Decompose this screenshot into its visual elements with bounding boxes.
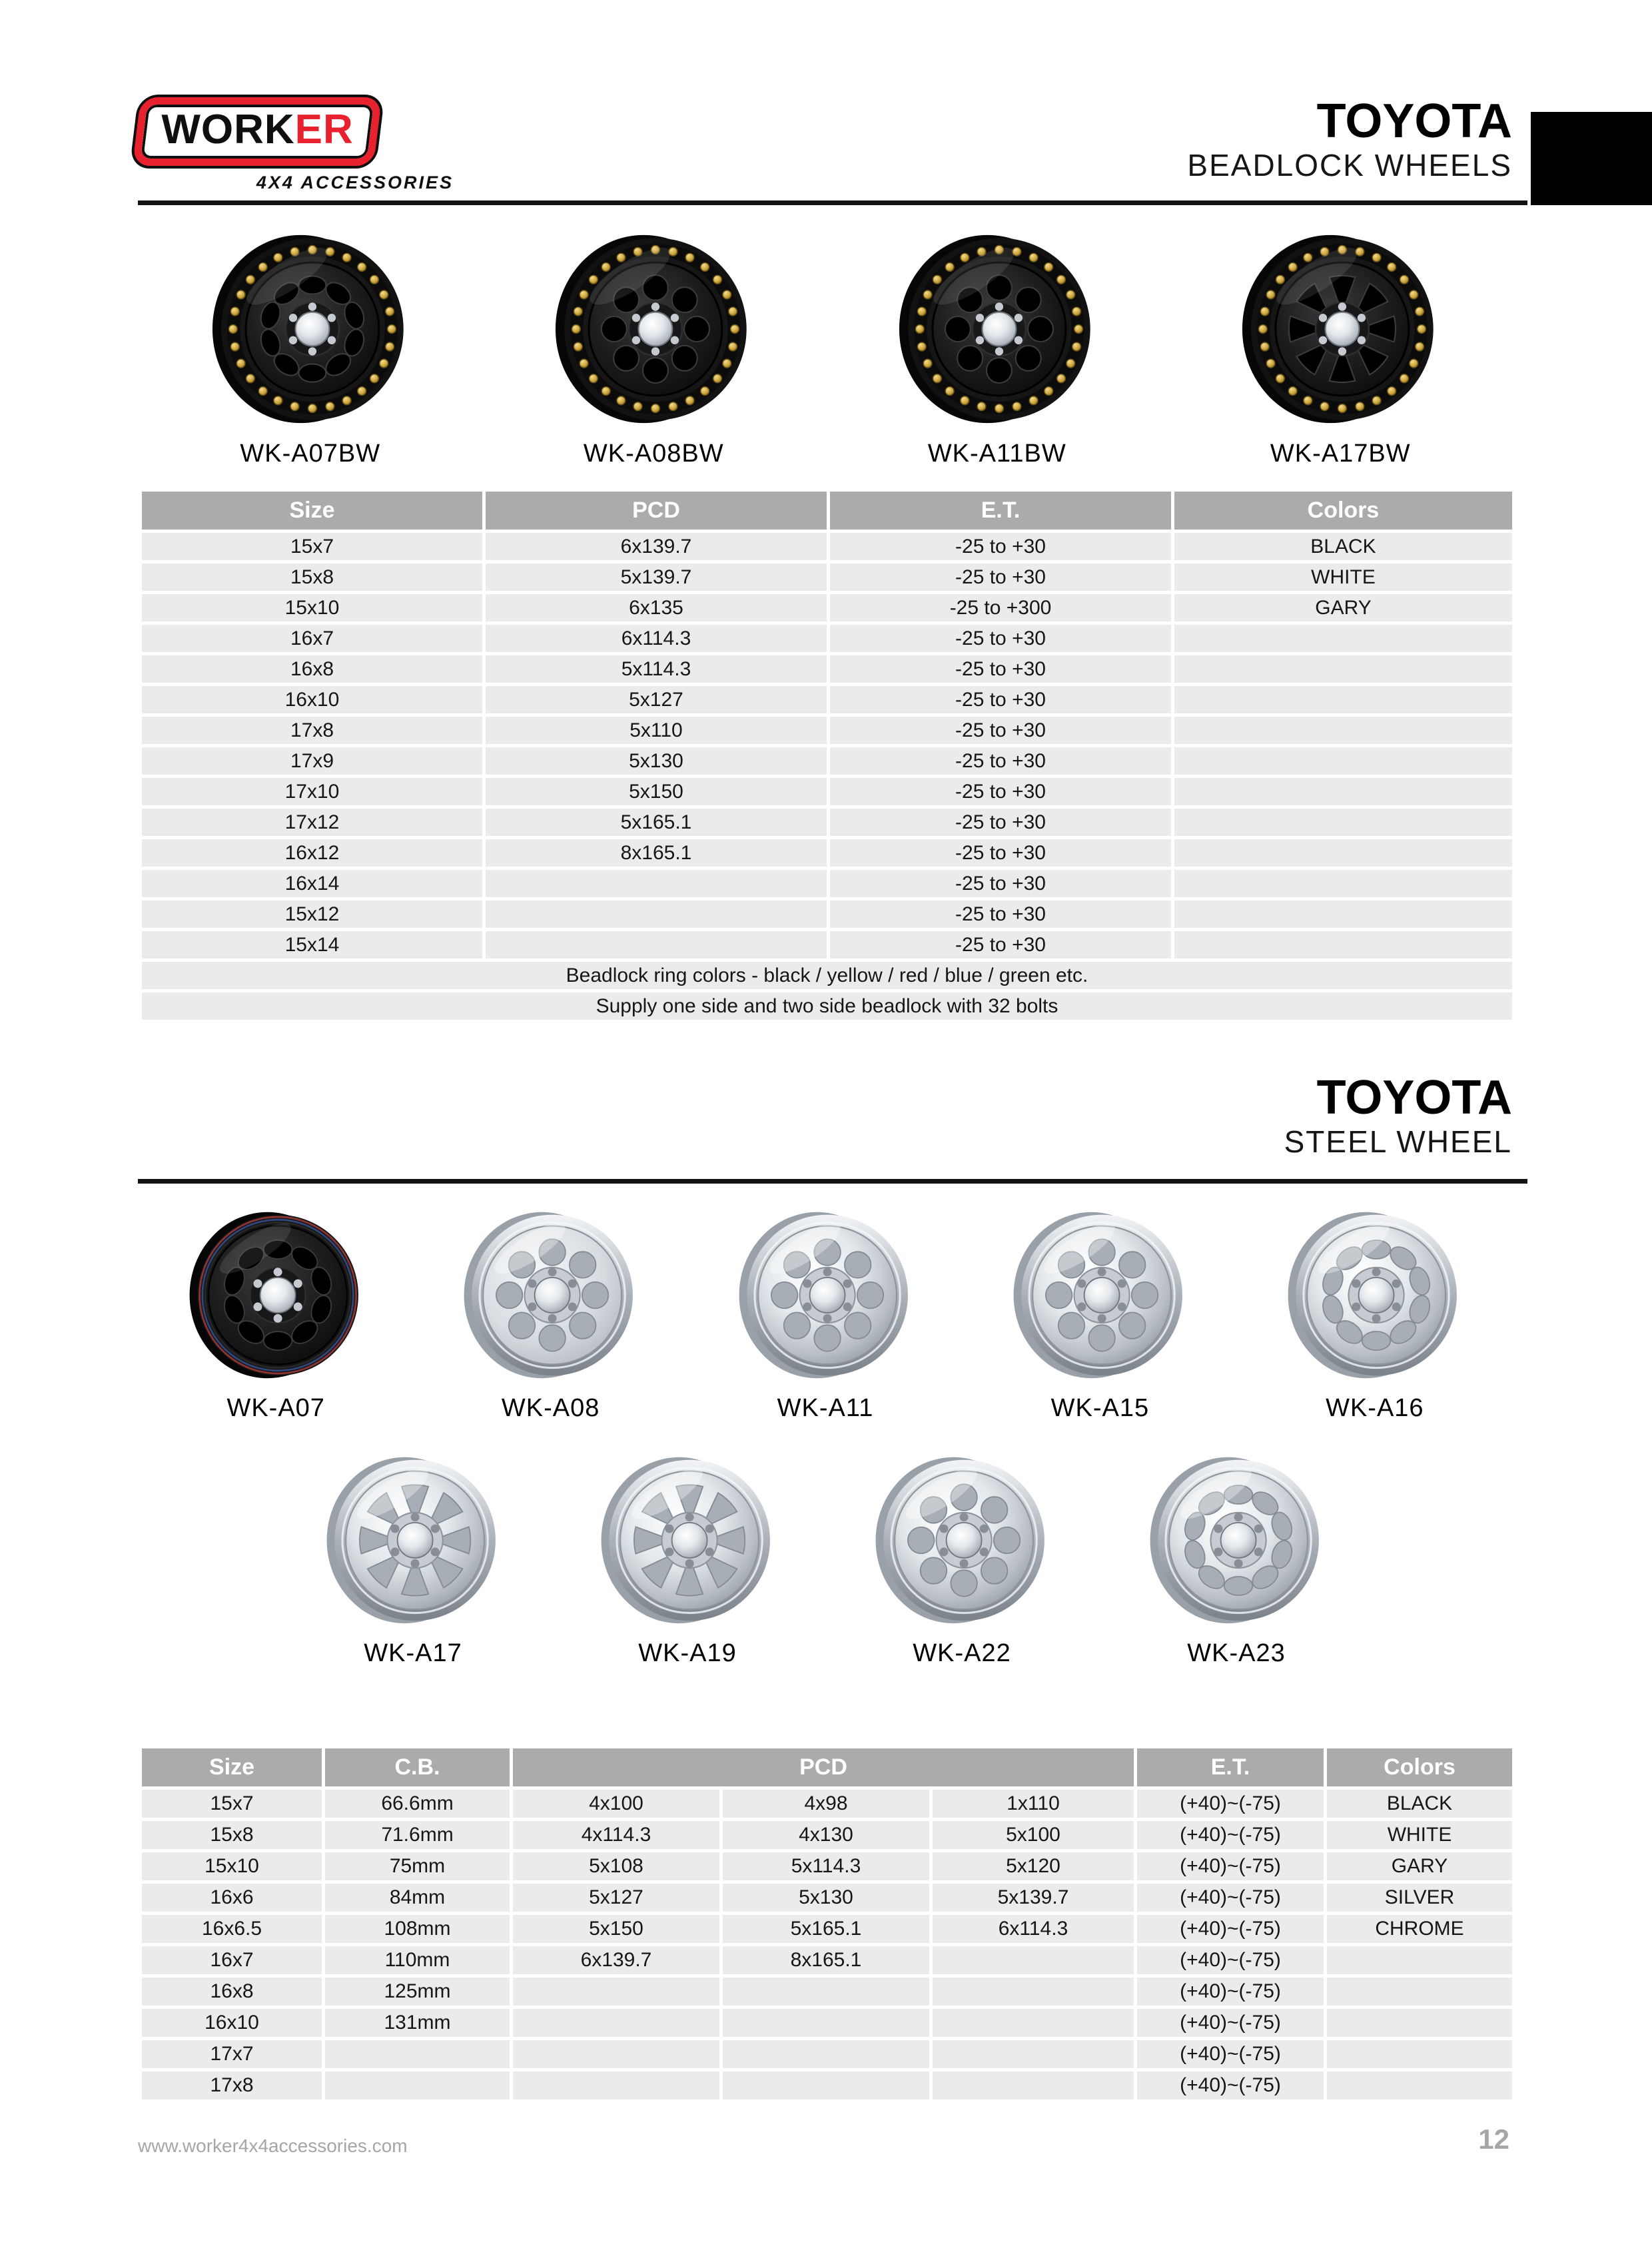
column-header-size: Size — [141, 1747, 324, 1788]
spec-cell: WHITE — [1326, 1820, 1514, 1851]
spec-cell: (+40)~(-75) — [1136, 1914, 1326, 1945]
wheel-label: WK-A08 — [501, 1394, 600, 1422]
spec-cell: 4x98 — [721, 1788, 931, 1820]
wheel-label: WK-A22 — [913, 1639, 1011, 1667]
spec-cell — [1173, 654, 1514, 685]
spec-cell: -25 to +300 — [829, 593, 1173, 623]
spec-cell: 16x10 — [141, 2008, 324, 2039]
spec-cell: 17x8 — [141, 715, 484, 746]
column-header-et: E.T. — [829, 490, 1173, 532]
spec-cell: (+40)~(-75) — [1136, 1788, 1326, 1820]
wheel-image — [554, 229, 753, 429]
steel-spec-table — [139, 1745, 1515, 2103]
website-url: www.worker4x4accessories.com — [138, 2135, 408, 2156]
beadlock-note-2: Supply one side and two side beadlock with 32 bolts — [141, 991, 1514, 1022]
spec-cell: 5x108 — [512, 1851, 721, 1882]
spec-cell: 4x100 — [512, 1788, 721, 1820]
product-figure — [413, 1207, 687, 1423]
table-row — [141, 623, 1514, 654]
table-row — [141, 1914, 1514, 1945]
table-note-row — [141, 960, 1514, 991]
spec-cell: GARY — [1326, 1851, 1514, 1882]
column-header-pcd: PCD — [512, 1747, 1136, 1788]
section1-title: TOYOTA — [1316, 95, 1512, 148]
spec-cell — [512, 2070, 721, 2101]
wheel-image — [325, 1452, 502, 1629]
table-row — [141, 532, 1514, 562]
wheel-image — [897, 229, 1097, 429]
beadlock-wheel-row — [139, 229, 1512, 468]
spec-cell — [512, 2008, 721, 2039]
wheel-label: WK-A15 — [1050, 1394, 1150, 1422]
column-header-size: Size — [141, 490, 484, 532]
spec-cell: (+40)~(-75) — [1136, 2039, 1326, 2070]
spec-cell — [512, 2039, 721, 2070]
spec-cell: 71.6mm — [324, 1820, 512, 1851]
table-row — [141, 1976, 1514, 2008]
product-figure — [825, 1452, 1099, 1668]
spec-cell: 5x100 — [931, 1820, 1136, 1851]
spec-cell: (+40)~(-75) — [1136, 2008, 1326, 2039]
spec-cell: 6x114.3 — [931, 1914, 1136, 1945]
spec-cell: 75mm — [324, 1851, 512, 1882]
spec-cell: 16x6.5 — [141, 1914, 324, 1945]
spec-cell — [931, 2070, 1136, 2101]
page-number: 12 — [1478, 2123, 1509, 2155]
spec-cell: 108mm — [324, 1914, 512, 1945]
spec-cell: -25 to +30 — [829, 685, 1173, 715]
spec-cell: 17x12 — [141, 807, 484, 838]
spec-cell: 17x10 — [141, 777, 484, 807]
logo-word-black: WORK — [161, 107, 295, 153]
column-header-cb: C.B. — [324, 1747, 512, 1788]
column-header-et: E.T. — [1136, 1747, 1326, 1788]
table-row — [141, 2039, 1514, 2070]
spec-cell: 5x150 — [512, 1914, 721, 1945]
spec-cell: 17x7 — [141, 2039, 324, 2070]
spec-cell: (+40)~(-75) — [1136, 1945, 1326, 1976]
spec-cell: 15x7 — [141, 532, 484, 562]
spec-cell: 16x14 — [141, 869, 484, 899]
spec-cell: 5x120 — [931, 1851, 1136, 1882]
wheel-label: WK-A17 — [364, 1639, 462, 1667]
spec-cell: WHITE — [1173, 562, 1514, 593]
spec-cell — [1173, 685, 1514, 715]
table-header-row — [141, 1747, 1514, 1788]
beadlock-note-1: Beadlock ring colors - black / yellow / red / blue / green etc. — [141, 960, 1514, 991]
table-row — [141, 899, 1514, 930]
logo-word-red: ER — [294, 107, 354, 153]
spec-cell — [484, 930, 829, 960]
product-figure — [1169, 229, 1513, 468]
spec-cell — [1326, 2039, 1514, 2070]
spec-cell: BLACK — [1173, 532, 1514, 562]
spec-cell: 4x130 — [721, 1820, 931, 1851]
spec-cell: (+40)~(-75) — [1136, 1820, 1326, 1851]
spec-cell: BLACK — [1326, 1788, 1514, 1820]
spec-cell — [324, 2039, 512, 2070]
worker-logo — [137, 97, 456, 193]
spec-cell: 17x8 — [141, 2070, 324, 2101]
spec-cell: 15x10 — [141, 1851, 324, 1882]
spec-cell — [1326, 2070, 1514, 2101]
table-row — [141, 2070, 1514, 2101]
spec-cell: 6x135 — [484, 593, 829, 623]
header-rule — [138, 200, 1527, 205]
spec-cell: 5x130 — [721, 1882, 931, 1914]
wheel-label: WK-A17BW — [1270, 440, 1411, 468]
spec-cell — [721, 2070, 931, 2101]
wheel-image — [1148, 1452, 1325, 1629]
table-row — [141, 777, 1514, 807]
spec-cell — [721, 1976, 931, 2008]
spec-cell: -25 to +30 — [829, 899, 1173, 930]
corner-tab — [1531, 112, 1652, 205]
table-row — [141, 593, 1514, 623]
table-row — [141, 2008, 1514, 2039]
spec-cell: 1x110 — [931, 1788, 1136, 1820]
section2-rule — [138, 1179, 1527, 1184]
worker-logo-text — [161, 106, 353, 153]
wheel-label: WK-A19 — [638, 1639, 737, 1667]
spec-cell: 4x114.3 — [512, 1820, 721, 1851]
spec-cell: 66.6mm — [324, 1788, 512, 1820]
spec-cell: -25 to +30 — [829, 746, 1173, 777]
product-figure — [276, 1452, 550, 1668]
wheel-label: WK-A11 — [777, 1394, 874, 1422]
table-note-row — [141, 991, 1514, 1022]
table-row — [141, 1945, 1514, 1976]
beadlock-spec-table — [139, 488, 1515, 1023]
spec-cell: 6x139.7 — [512, 1945, 721, 1976]
spec-cell: 5x139.7 — [931, 1882, 1136, 1914]
spec-cell: 5x114.3 — [721, 1851, 931, 1882]
column-header-colors: Colors — [1173, 490, 1514, 532]
spec-cell: 8x165.1 — [484, 838, 829, 869]
spec-cell — [1173, 623, 1514, 654]
spec-cell: 6x139.7 — [484, 532, 829, 562]
spec-cell — [484, 899, 829, 930]
spec-cell: 16x8 — [141, 1976, 324, 2008]
spec-cell: 16x7 — [141, 623, 484, 654]
spec-cell — [931, 1945, 1136, 1976]
spec-cell: 16x10 — [141, 685, 484, 715]
spec-cell — [1173, 899, 1514, 930]
table-row — [141, 1851, 1514, 1882]
spec-cell — [1173, 930, 1514, 960]
spec-cell: 5x139.7 — [484, 562, 829, 593]
spec-cell: 131mm — [324, 2008, 512, 2039]
spec-cell: 125mm — [324, 1976, 512, 2008]
spec-cell — [1326, 1976, 1514, 2008]
table-row — [141, 1788, 1514, 1820]
spec-cell: 5x114.3 — [484, 654, 829, 685]
spec-cell: -25 to +30 — [829, 777, 1173, 807]
wheel-label: WK-A16 — [1326, 1394, 1424, 1422]
product-figure — [482, 229, 826, 468]
spec-cell — [931, 2039, 1136, 2070]
logo-tagline: 4X4 ACCESSORIES — [256, 173, 454, 192]
wheel-image — [462, 1207, 639, 1383]
spec-cell: 15x10 — [141, 593, 484, 623]
spec-cell: 5x165.1 — [721, 1914, 931, 1945]
section1-subtitle: BEADLOCK WHEELS — [1187, 148, 1512, 183]
spec-cell: (+40)~(-75) — [1136, 2070, 1326, 2101]
section2-title: TOYOTA — [1316, 1071, 1512, 1124]
spec-cell — [1326, 1945, 1514, 1976]
spec-cell: 15x12 — [141, 899, 484, 930]
spec-cell — [931, 2008, 1136, 2039]
table-row — [141, 807, 1514, 838]
spec-cell: -25 to +30 — [829, 807, 1173, 838]
spec-cell: -25 to +30 — [829, 532, 1173, 562]
spec-cell: 5x127 — [512, 1882, 721, 1914]
spec-cell: 8x165.1 — [721, 1945, 931, 1976]
section2-subtitle: STEEL WHEEL — [1284, 1124, 1512, 1160]
spec-cell: -25 to +30 — [829, 654, 1173, 685]
spec-cell: 110mm — [324, 1945, 512, 1976]
wheel-label: WK-A07BW — [240, 440, 381, 468]
product-figure — [550, 1452, 825, 1668]
spec-cell: 15x7 — [141, 1788, 324, 1820]
spec-cell — [1173, 715, 1514, 746]
table-row — [141, 1820, 1514, 1851]
table-row — [141, 930, 1514, 960]
product-figure — [139, 229, 482, 468]
wheel-image — [210, 229, 410, 429]
spec-cell: 16x6 — [141, 1882, 324, 1914]
spec-cell: 17x9 — [141, 746, 484, 777]
wheel-image — [1012, 1207, 1188, 1383]
wheel-image — [874, 1452, 1050, 1629]
wheel-image — [1240, 229, 1440, 429]
table-header-row — [141, 490, 1514, 532]
spec-cell — [1173, 838, 1514, 869]
wheel-label: WK-A07 — [226, 1394, 325, 1422]
wheel-label: WK-A23 — [1187, 1639, 1286, 1667]
table-row — [141, 654, 1514, 685]
section1-title-block — [1187, 97, 1512, 183]
spec-cell — [512, 1976, 721, 2008]
table-row — [141, 838, 1514, 869]
table-row — [141, 685, 1514, 715]
spec-cell — [1326, 2008, 1514, 2039]
product-figure — [1238, 1207, 1512, 1423]
spec-cell: SILVER — [1326, 1882, 1514, 1914]
table-row — [141, 562, 1514, 593]
product-figure — [139, 1207, 413, 1423]
spec-cell: 15x8 — [141, 1820, 324, 1851]
spec-cell — [324, 2070, 512, 2101]
spec-cell — [1173, 807, 1514, 838]
spec-cell: -25 to +30 — [829, 930, 1173, 960]
spec-cell: 5x130 — [484, 746, 829, 777]
spec-cell: 5x165.1 — [484, 807, 829, 838]
column-header-pcd: PCD — [484, 490, 829, 532]
spec-cell: (+40)~(-75) — [1136, 1976, 1326, 2008]
section2-title-block — [1284, 1071, 1512, 1160]
spec-cell — [1173, 777, 1514, 807]
wheel-image — [188, 1207, 364, 1383]
spec-cell: 15x14 — [141, 930, 484, 960]
spec-cell: GARY — [1173, 593, 1514, 623]
spec-cell: -25 to +30 — [829, 562, 1173, 593]
spec-cell: 84mm — [324, 1882, 512, 1914]
wheel-image — [737, 1207, 914, 1383]
spec-cell — [1173, 746, 1514, 777]
product-figure — [1099, 1452, 1374, 1668]
worker-logo-box — [133, 97, 382, 166]
spec-cell: 5x110 — [484, 715, 829, 746]
steel-wheel-row-2 — [276, 1452, 1374, 1668]
spec-cell: 16x8 — [141, 654, 484, 685]
wheel-image — [1286, 1207, 1463, 1383]
spec-cell: 16x12 — [141, 838, 484, 869]
column-header-colors: Colors — [1326, 1747, 1514, 1788]
spec-cell: 5x127 — [484, 685, 829, 715]
spec-cell — [484, 869, 829, 899]
product-figure — [963, 1207, 1237, 1423]
spec-cell: CHROME — [1326, 1914, 1514, 1945]
spec-cell: (+40)~(-75) — [1136, 1851, 1326, 1882]
table-row — [141, 869, 1514, 899]
table-row — [141, 715, 1514, 746]
spec-cell: 5x150 — [484, 777, 829, 807]
table-row — [141, 1882, 1514, 1914]
spec-cell: -25 to +30 — [829, 715, 1173, 746]
spec-cell: (+40)~(-75) — [1136, 1882, 1326, 1914]
product-figure — [688, 1207, 963, 1423]
wheel-label: WK-A08BW — [583, 440, 724, 468]
spec-cell — [721, 2008, 931, 2039]
spec-cell — [931, 1976, 1136, 2008]
spec-cell: 6x114.3 — [484, 623, 829, 654]
spec-cell: -25 to +30 — [829, 623, 1173, 654]
product-figure — [825, 229, 1169, 468]
spec-cell: 15x8 — [141, 562, 484, 593]
spec-cell: -25 to +30 — [829, 838, 1173, 869]
spec-cell: 16x7 — [141, 1945, 324, 1976]
table-row — [141, 746, 1514, 777]
steel-wheel-row-1 — [139, 1207, 1512, 1423]
spec-cell: -25 to +30 — [829, 869, 1173, 899]
wheel-label: WK-A11BW — [927, 440, 1066, 468]
spec-cell — [1173, 869, 1514, 899]
spec-cell — [721, 2039, 931, 2070]
wheel-image — [600, 1452, 776, 1629]
